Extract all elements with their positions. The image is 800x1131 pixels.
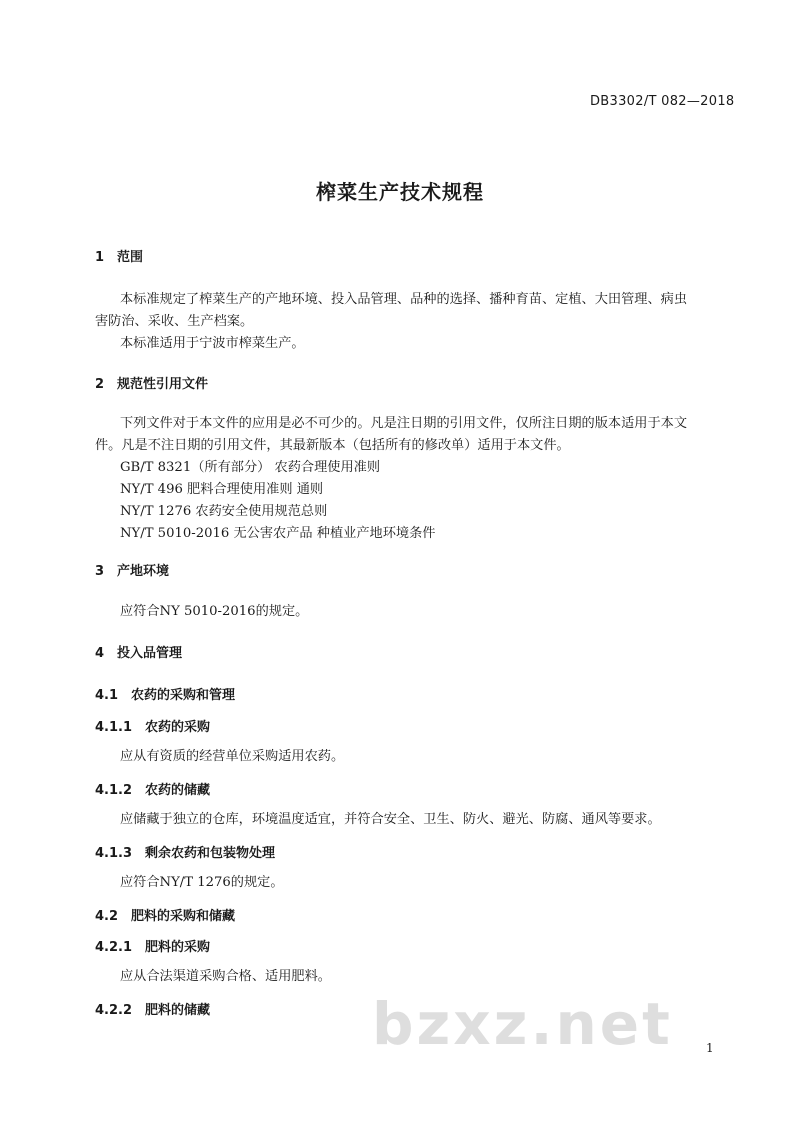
section-title: 投入品管理 — [117, 646, 183, 661]
section-number: 4.2.2 — [95, 1003, 133, 1018]
watermark: bzxz.net — [372, 990, 673, 1058]
section-3-heading — [95, 560, 169, 579]
paragraph: 应符合NY 5010-2016的规定。 — [120, 604, 309, 619]
section-number: 4.2 — [95, 909, 119, 924]
subsection-4-1-1-heading — [95, 716, 210, 735]
section-title: 农药的采购 — [145, 720, 211, 735]
section-number: 4.1.2 — [95, 783, 133, 798]
section-1-heading — [95, 246, 143, 265]
section-title: 剩余农药和包装物处理 — [145, 846, 276, 861]
paragraph: 应从合法渠道采购合格、适用肥料。 — [120, 969, 331, 984]
page-number: 1 — [706, 1041, 714, 1055]
subsection-4-2-1-heading — [95, 936, 210, 955]
section-number: 1 — [95, 250, 105, 265]
paragraph: 应符合NY/T 1276的规定。 — [120, 875, 284, 890]
section-title: 农药的储藏 — [145, 783, 211, 798]
paragraph-line: 下列文件对于本文件的应用是必不可少的。凡是注日期的引用文件，仅所注日期的版本适用于本文 — [120, 416, 688, 431]
section-title: 肥料的采购和储藏 — [131, 909, 236, 924]
paragraph: 本标准适用于宁波市榨菜生产。 — [120, 336, 305, 351]
subsection-4-1-3-heading — [95, 842, 275, 861]
section-number: 3 — [95, 564, 105, 579]
section-title: 产地环境 — [117, 564, 170, 579]
section-title: 范围 — [117, 250, 144, 265]
subsection-4-1-heading — [95, 684, 235, 703]
section-number: 2 — [95, 377, 105, 392]
section-4-heading — [95, 642, 182, 661]
paragraph-line: 本标准规定了榨菜生产的产地环境、投入品管理、品种的选择、播种育苗、定植、大田管理、病虫 — [120, 292, 688, 307]
paragraph-line: 害防治、采收、生产档案。 — [95, 314, 254, 329]
reference-item: NY/T 496 肥料合理使用准则 通则 — [120, 482, 324, 497]
section-number: 4.2.1 — [95, 940, 133, 955]
section-number: 4.1 — [95, 688, 119, 703]
section-number: 4.1.3 — [95, 846, 133, 861]
section-number: 4.1.1 — [95, 720, 133, 735]
paragraph: 应储藏于独立的仓库，环境温度适宜，并符合安全、卫生、防火、避光、防腐、通风等要求。 — [120, 812, 661, 827]
document-title: 榨菜生产技术规程 — [316, 180, 484, 204]
section-number: 4 — [95, 646, 105, 661]
section-title: 规范性引用文件 — [117, 377, 209, 392]
section-title: 肥料的储藏 — [145, 1003, 211, 1018]
section-2-heading — [95, 373, 208, 392]
reference-item: NY/T 1276 农药安全使用规范总则 — [120, 504, 328, 519]
section-title: 农药的采购和管理 — [131, 688, 236, 703]
section-title: 肥料的采购 — [145, 940, 211, 955]
paragraph-line: 件。凡是不注日期的引用文件，其最新版本（包括所有的修改单）适用于本文件。 — [95, 438, 570, 453]
document-code: DB3302/T 082—2018 — [590, 94, 735, 109]
paragraph: 应从有资质的经营单位采购适用农药。 — [120, 749, 345, 764]
subsection-4-1-2-heading — [95, 779, 210, 798]
subsection-4-2-heading — [95, 905, 235, 924]
reference-item: GB/T 8321（所有部分） 农药合理使用准则 — [120, 460, 381, 475]
subsection-4-2-2-heading — [95, 999, 210, 1018]
reference-item: NY/T 5010-2016 无公害农产品 种植业产地环境条件 — [120, 526, 436, 541]
